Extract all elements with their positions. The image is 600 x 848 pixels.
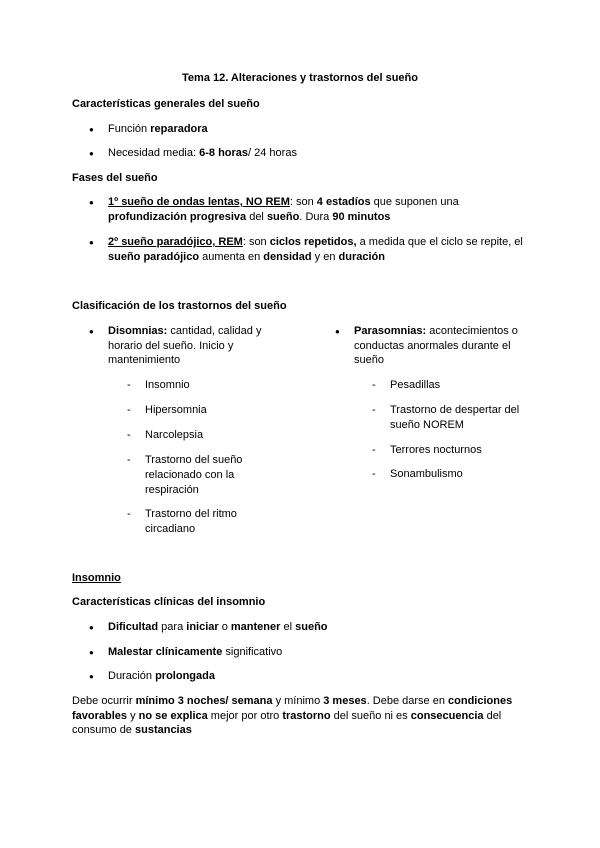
- heading-classification: Clasificación de los trastornos del sueño: [72, 300, 287, 312]
- sub-item-continuation: respiración: [145, 484, 199, 496]
- page-title: Tema 12. Alteraciones y trastornos del sueño: [182, 72, 418, 84]
- heading-clinical: Características clínicas del insomnio: [72, 596, 266, 608]
- heading-insomnia: Insomnio: [72, 572, 121, 584]
- list-item-dysomnias: ● Disomnias: cantidad, calidad y: [108, 324, 261, 339]
- sub-item: - Sonambulismo: [390, 467, 463, 482]
- list-item: ● 1º sueño de ondas lentas, NO REM: son 4 estadíos que suponen una: [108, 195, 459, 210]
- heading-general: Características generales del sueño: [72, 98, 260, 110]
- sub-item: - Insomnio: [145, 378, 190, 393]
- list-item: ● Duración prolongada: [108, 669, 215, 684]
- heading-phases: Fases del sueño: [72, 172, 158, 184]
- paragraph-line: consumo de sustancias: [72, 724, 192, 736]
- list-item-continuation: mantenimiento: [108, 354, 181, 366]
- list-item-continuation: horario del sueño. Inicio y: [108, 340, 234, 352]
- sub-item: - Trastorno de despertar del: [390, 403, 519, 418]
- list-item: ● Función reparadora: [108, 122, 208, 137]
- list-item: ● Dificultad para iniciar o mantener el sueño: [108, 620, 328, 635]
- sub-item: - Pesadillas: [390, 378, 440, 393]
- sub-item-continuation: sueño NOREM: [390, 419, 464, 431]
- paragraph-line: favorables y no se explica mejor por otro trastorno del sueño ni es consecuencia del: [72, 710, 502, 722]
- sub-item-continuation: relacionado con la: [145, 469, 235, 481]
- list-item-continuation: sueño: [354, 354, 384, 366]
- paragraph-line: Debe ocurrir mínimo 3 noches/ semana y mínimo 3 meses. Debe darse en condiciones: [72, 695, 513, 707]
- list-item-continuation: sueño paradójico aumenta en densidad y en duración: [108, 251, 385, 263]
- sub-item-continuation: circadiano: [145, 523, 196, 535]
- sub-item: - Trastorno del sueño: [145, 453, 242, 468]
- sub-item: - Terrores nocturnos: [390, 443, 482, 458]
- sub-item: - Narcolepsia: [145, 428, 203, 443]
- sub-item: - Trastorno del ritmo: [145, 507, 237, 522]
- list-item-continuation: profundización progresiva del sueño. Dura 90 minutos: [108, 211, 391, 223]
- list-item-continuation: conductas anormales durante el: [354, 340, 511, 352]
- list-item: ● Malestar clínicamente significativo: [108, 645, 282, 660]
- list-item: ● Necesidad media: 6-8 horas/ 24 horas: [108, 146, 297, 161]
- sub-item: - Hipersomnia: [145, 403, 207, 418]
- list-item-parasomnias: ● Parasomnias: acontecimientos o: [354, 324, 518, 339]
- list-item: ● 2º sueño paradójico, REM: son ciclos repetidos, a medida que el ciclo se repite, el: [108, 235, 523, 250]
